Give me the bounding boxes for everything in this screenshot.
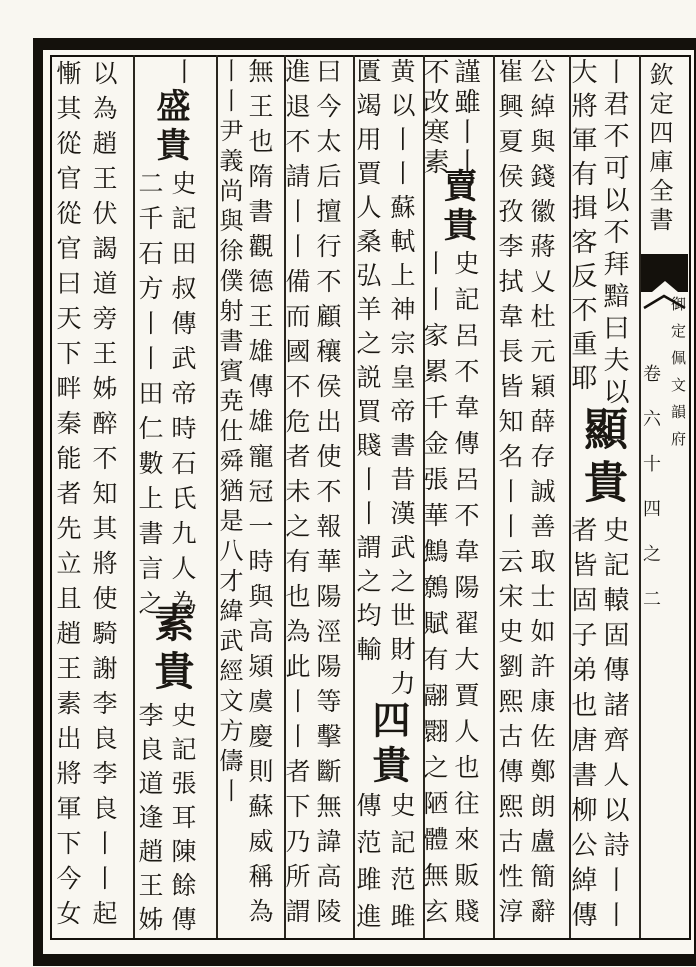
text-column-g5-left: 丨丨尹義尚與徐僕射書賓尭仕舜猶是八才緯武經文方儔丨 <box>215 58 241 808</box>
text-column-g0-left-bottom: 者皆固子弟也唐書柳公綽傳 <box>568 516 597 936</box>
text-column-g2-right-bottom: 史記呂不韋傳呂不韋陽翟大賈人也往來販賤 <box>451 250 478 934</box>
headword-su-gui: 素貴 <box>149 602 194 698</box>
text-column-g4-left: 進退不請丨丨備而國不危者未之有也為此丨丨者下乃所謂 <box>282 58 309 933</box>
text-column-g1-left: 崔興夏侯孜李拭韋長皆知名丨丨云宋史劉熙古傳熙古性淳 <box>495 58 522 933</box>
text-column-g6-right-mid: 史記田叔傳武帝時石氏九人為 <box>168 170 195 625</box>
text-column-g6-left-bottom: 李良道逢趙王姊 <box>135 702 162 940</box>
text-column-g3-left-top: 匱竭用賈人桑弘羊之説買賤丨丨謂之均輸 <box>353 58 380 670</box>
juan-label: 卷六十四之二 <box>641 364 661 634</box>
headword-mai-gui: 賣貴 <box>438 168 475 246</box>
headword-sheng-gui: 盛貴 <box>151 88 188 166</box>
text-column-g4-right: 曰今太后擅行不顧穰侯出使不報華陽涇陽等擊斷無諱高陵 <box>313 58 340 933</box>
text-column-g7-left: 慚其從官從官曰天下畔秦能者先立且趙王素出將軍下今女 <box>53 60 80 935</box>
text-column-g2-right-top: 謹雖丨丨 <box>451 58 480 178</box>
text-column-g1-right: 公綽與錢徽蔣乂杜元穎薛存誠善取士如許康佐鄭朗盧簡辭 <box>527 58 554 933</box>
book-title: 欽定四庫全書 <box>645 62 671 236</box>
text-column-g6-right-bottom: 史記張耳陳餘傳 <box>168 702 195 940</box>
text-column-g6-left-mid: 二千石方丨丨田仁數上書言之 <box>135 170 162 625</box>
text-column-g0-left-top: 大將軍有揖客反不重耶 <box>568 58 597 398</box>
text-column-g5-right: 無王也隋書觀德王雄傳雄寵冠一時與高熲虞慶則蘇威稱為 <box>245 58 272 933</box>
text-column-g2-left-top: 不改寒素 <box>420 58 449 178</box>
text-column-g0-right-top: 丨君不可以不拜黯曰夫以 <box>600 58 629 410</box>
text-column-g2-left-bottom: 丨丨家累千金張華鷦鷯賦有翮翾之陋體無玄 <box>420 250 447 934</box>
work-title: 御定佩文韻府 <box>669 296 685 458</box>
headword-xian-gui: 顯貴 <box>577 406 626 512</box>
text-column-g0-right-bottom: 史記轅固傳諸齊人以詩丨丨 <box>600 516 629 936</box>
text-column-g3-right-bottom: 史記范雎 <box>387 792 414 940</box>
text-column-g3-left-bottom: 傳范雎進 <box>353 792 380 940</box>
text-column-g6-lead-mark: 丨 <box>168 58 197 84</box>
text-column-g3-right-top: 黄以丨丨蘇軾上神宗皇帝書昔漢武之世財力 <box>387 58 414 704</box>
fishtail-mark <box>641 254 688 292</box>
headword-si-gui: 四貴 <box>366 700 408 790</box>
text-column-g7-right: 以為趙王伏謁道旁王姊醉不知其將使騎謝李良李良丨丨起 <box>89 60 116 935</box>
